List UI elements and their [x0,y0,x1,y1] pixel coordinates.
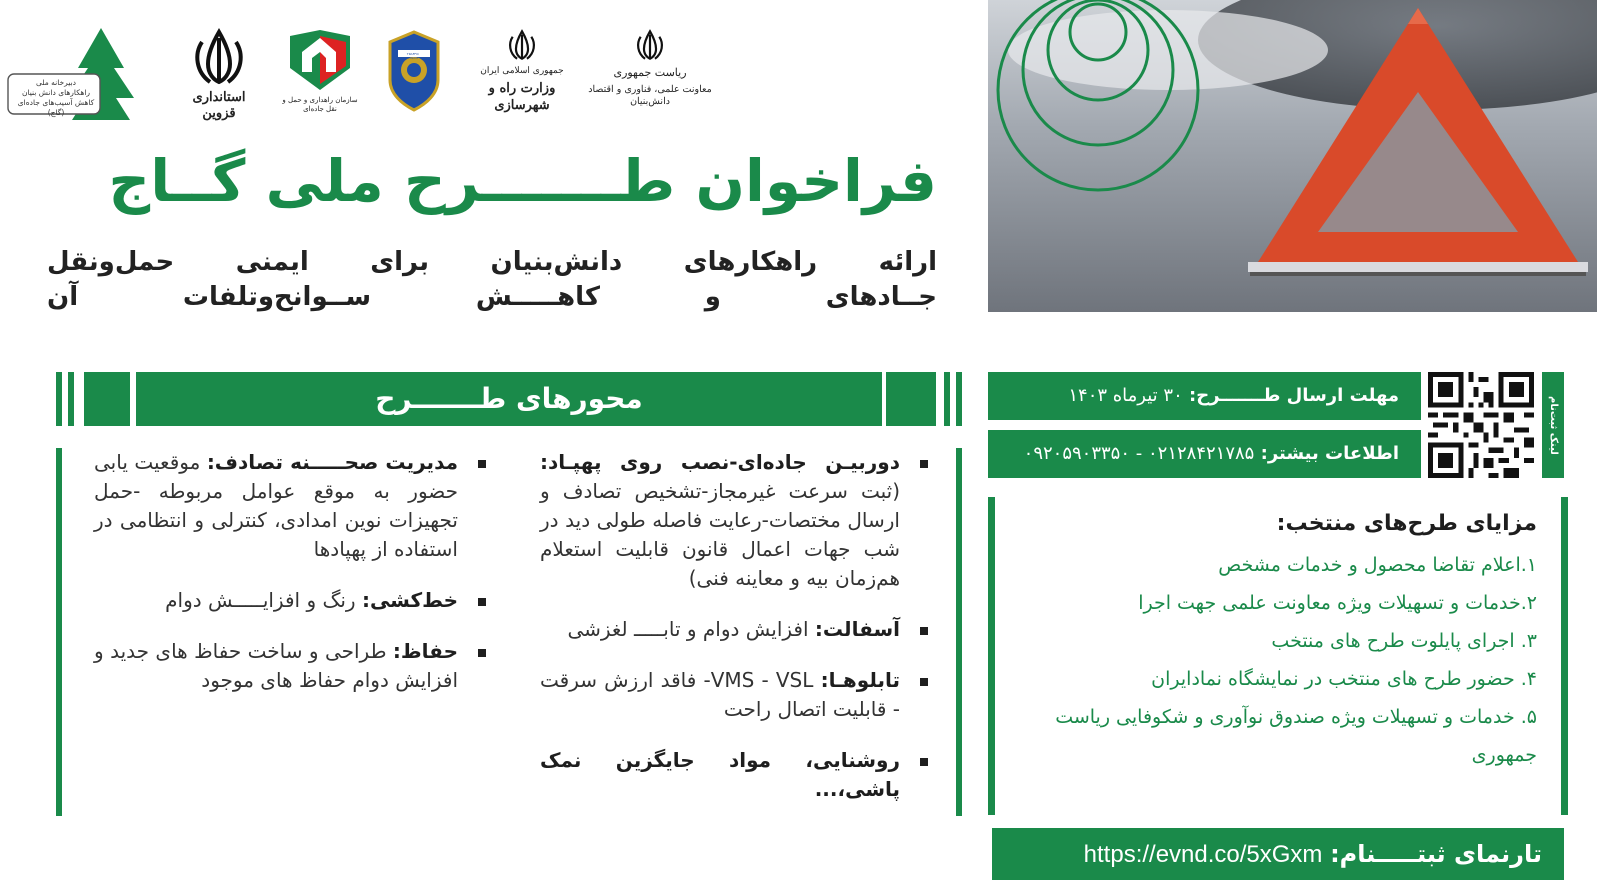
axes-title: محورهای طـــــــرح [136,372,882,426]
axis-item-head: خط‌کشی: [361,588,458,612]
registration-website-bar [992,828,1564,880]
axis-item [540,666,932,724]
traffic-police-badge-icon [386,28,442,112]
axes-column-right [540,448,932,816]
iran-emblem-icon [505,28,539,62]
traffic-police-logo [384,28,444,123]
axis-item-text: افزایش دوام و تابـــــ لغزشی [567,617,809,641]
benefit-item: ۴. حضور طرح های منتخب در نمایشگاه نمادایران [1151,668,1537,690]
website-url-link[interactable]: https://evnd.co/5xGxm [1083,841,1323,868]
qazvin-governorate-logo [180,28,258,123]
presidency-caption: معاونت علمی، فناوری و اقتصاد دانش‌بنیان [588,83,712,107]
column-rule [956,448,962,816]
deadline-box [988,372,1421,420]
axis-item-text: VMS - VSL- فاقد ارزش سرقت - قابلیت اتصال راحت [540,668,900,721]
axes-section-header [56,372,962,426]
subtitle-line-2: جــادهای و کاهـــــش ســوانح‌وتلفات آن [47,282,937,313]
qr-code-icon [1428,372,1534,478]
presidency-caption-top: ریاست جمهوری [613,66,687,79]
axis-item-head: تابلوهـا: [820,668,901,692]
axis-item-head: دوربیـن جاده‌ای-نصب روی پهپـاد: [540,450,900,474]
axis-item [540,448,932,593]
benefits-list [1013,546,1537,774]
axis-item-head: روشنایی، مواد جایگزین نمک پاشی،... [540,748,900,801]
subtitle-line-1: ارائه راهکارهای دانش‌بنیان برای ایمنی حمل‌ونقل [47,247,937,277]
ministry-caption-top: جمهوری اسلامی ایران [480,66,564,76]
axis-item-text: رنگ و افزایـــــش دوام [165,588,356,612]
road-org-caption: سازمان راهداری و حمل و نقل جاده‌ای [282,96,358,113]
axis-item-head: حفاظ: [392,639,458,663]
axis-item-text: طراحی و ساخت حفاظ های جدید و افزایش دوام حفاظ های موجود [94,639,458,692]
warning-triangle-photo [988,0,1597,312]
contact-value[interactable]: ۰۲۱۲۸۴۲۱۷۸۵ - ۰۹۲۰۵۹۰۳۳۵۰ [1023,443,1255,464]
benefit-item: ۳. اجرای پایلوت طرح های منتخب [1271,630,1537,652]
page-subtitle [47,245,937,315]
column-rule [56,448,62,816]
benefit-item: ۱.اعلام تقاضا محصول و خدمات مشخص [1218,554,1537,576]
ministry-roads-logo [470,28,574,123]
contact-box [988,430,1421,478]
axis-item-text: موقعیت یابی حضور به موقع عوامل مربوطه -حمل تجهیزات نوین امدادی، کنترلی و انتظامی در استفاده از پهپادها [94,450,458,561]
axis-item [94,637,490,695]
gaj-logo [6,28,146,123]
road-org-emblem-icon [286,28,354,92]
axis-item [94,586,490,615]
axis-item-head: مدیریت صحـــــنه تصادف: [206,450,458,474]
axes-column-left [94,448,490,816]
registration-qr-code[interactable] [1428,372,1534,478]
road-maintenance-logo [282,28,358,123]
iran-emblem-icon [633,28,667,62]
axis-item [94,448,490,564]
presidency-logo [582,28,718,123]
deadline-value: ۳۰ تیرماه ۱۴۰۳ [1068,385,1183,406]
axis-item [540,615,932,644]
axis-item-head: آسفالت: [814,617,900,641]
contact-label: اطلاعات بیشتر: [1260,443,1399,464]
website-label: تارنمای ثبتـــــنام: [1330,840,1542,868]
benefits-box [988,497,1568,815]
iran-emblem-icon [188,28,250,86]
axis-item-text: (ثبت سرعت غیرمجاز-تشخیص تصادف و ارسال مختصات-رعایت فاصله طولی دید در شب جهات اعمال قانون قابلیت استعلام هم‌زمان بیه و معاینه فنی) [540,479,900,590]
road-scene-illustration [988,0,1597,312]
page-title: فراخوان طـــــــرح ملی گــاج [108,147,937,215]
qazvin-caption: استانداری قزوین [192,90,246,122]
traffic-police-caption: TRAFFIC POLICE [406,52,420,60]
gaj-logo-line: دبیرخانه ملی [36,78,76,87]
registration-tab: لینک ثبت‌نام [1542,372,1564,478]
axis-item [540,746,932,804]
benefits-title: مزایای طرح‌های منتخب: [1276,511,1537,536]
ministry-caption: وزارت راه و شهرسازی [488,81,556,113]
gaj-logo-line: کاهش آسیب‌های جاده‌ای (گاج) [17,98,95,118]
benefit-item: ۲.خدمات و تسهیلات ویژه معاونت علمی جهت اجرا [1138,592,1537,614]
gaj-logo-line: راهکارهای دانش بنیان [21,88,91,98]
deadline-label: مهلت ارسال طـــــــرح: [1189,385,1399,406]
benefit-item: ۵. خدمات و تسهیلات ویژه صندوق نوآوری و شکوفایی ریاست جمهوری [1055,706,1537,766]
